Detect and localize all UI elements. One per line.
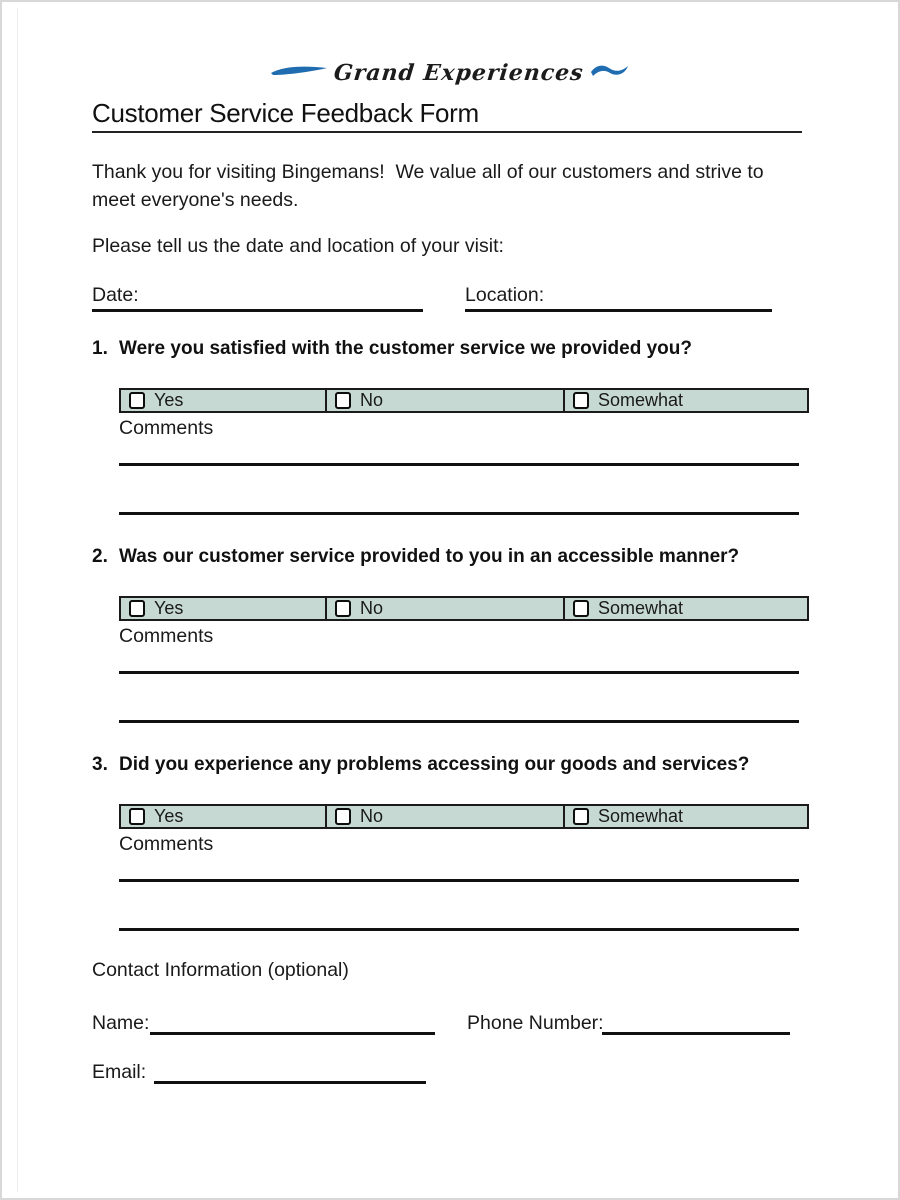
comments-line[interactable]	[119, 512, 799, 515]
question-2-text: Was our customer service provided to you in an accessible manner?	[119, 546, 740, 567]
phone-input-line[interactable]	[602, 1010, 790, 1035]
email-row	[92, 1059, 809, 1087]
no-label: No	[360, 806, 384, 826]
somewhat-checkbox[interactable]	[573, 600, 589, 617]
option-yes[interactable]	[121, 390, 325, 411]
option-yes[interactable]	[121, 806, 325, 827]
comments-line[interactable]	[119, 463, 799, 466]
no-label: No	[360, 598, 384, 618]
swoosh-left-icon	[270, 64, 328, 83]
question-2	[92, 546, 809, 568]
title-block	[92, 98, 802, 133]
email-label: Email:	[92, 1061, 147, 1083]
no-checkbox[interactable]	[335, 600, 351, 617]
question-1-options	[119, 388, 809, 413]
brand-name: Grand Experiences	[332, 60, 586, 86]
option-somewhat[interactable]	[563, 598, 807, 619]
name-input-line[interactable]	[150, 1010, 435, 1035]
somewhat-label: Somewhat	[598, 390, 684, 410]
no-label: No	[360, 390, 384, 410]
location-field[interactable]	[465, 284, 772, 312]
comments-label: Comments	[119, 417, 214, 439]
phone-label: Phone Number:	[467, 1012, 604, 1034]
date-label: Date:	[92, 284, 139, 306]
option-no[interactable]	[325, 598, 563, 619]
brand-logo	[2, 60, 898, 86]
option-no[interactable]	[325, 806, 563, 827]
yes-label: Yes	[154, 806, 184, 826]
comments-label: Comments	[119, 625, 214, 647]
email-input-line[interactable]	[154, 1059, 426, 1084]
swoosh-right-icon	[590, 63, 630, 84]
name-label: Name:	[92, 1012, 150, 1034]
comments-line[interactable]	[119, 879, 799, 882]
somewhat-checkbox[interactable]	[573, 392, 589, 409]
name-phone-row	[92, 1010, 809, 1038]
question-3-options	[119, 804, 809, 829]
option-somewhat[interactable]	[563, 390, 807, 411]
yes-checkbox[interactable]	[129, 808, 145, 825]
yes-checkbox[interactable]	[129, 600, 145, 617]
no-checkbox[interactable]	[335, 808, 351, 825]
question-3-text: Did you experience any problems accessing our goods and services?	[119, 754, 750, 775]
location-label: Location:	[465, 284, 545, 306]
visit-prompt: Please tell us the date and location of your visit:	[92, 235, 504, 257]
option-somewhat[interactable]	[563, 806, 807, 827]
question-1	[92, 338, 809, 360]
yes-checkbox[interactable]	[129, 392, 145, 409]
visit-fields-row	[92, 284, 809, 312]
somewhat-checkbox[interactable]	[573, 808, 589, 825]
comments-line[interactable]	[119, 671, 799, 674]
somewhat-label: Somewhat	[598, 806, 684, 826]
question-2-number: 2.	[92, 546, 108, 567]
question-3-number: 3.	[92, 754, 108, 775]
comments-line[interactable]	[119, 720, 799, 723]
question-2-options	[119, 596, 809, 621]
question-1-text: Were you satisfied with the customer service we provided you?	[119, 338, 692, 359]
scan-edge-line	[17, 8, 18, 1192]
intro-text: Thank you for visiting Bingemans! We value all of our customers and strive to meet everyone's needs.	[92, 161, 770, 211]
comments-label: Comments	[119, 833, 214, 855]
date-field[interactable]	[92, 284, 423, 312]
question-3	[92, 754, 809, 776]
option-no[interactable]	[325, 390, 563, 411]
contact-heading: Contact Information (optional)	[92, 959, 349, 981]
no-checkbox[interactable]	[335, 392, 351, 409]
yes-label: Yes	[154, 598, 184, 618]
somewhat-label: Somewhat	[598, 598, 684, 618]
option-yes[interactable]	[121, 598, 325, 619]
comments-line[interactable]	[119, 928, 799, 931]
question-1-number: 1.	[92, 338, 108, 359]
page-title: Customer Service Feedback Form	[92, 98, 479, 128]
yes-label: Yes	[154, 390, 184, 410]
